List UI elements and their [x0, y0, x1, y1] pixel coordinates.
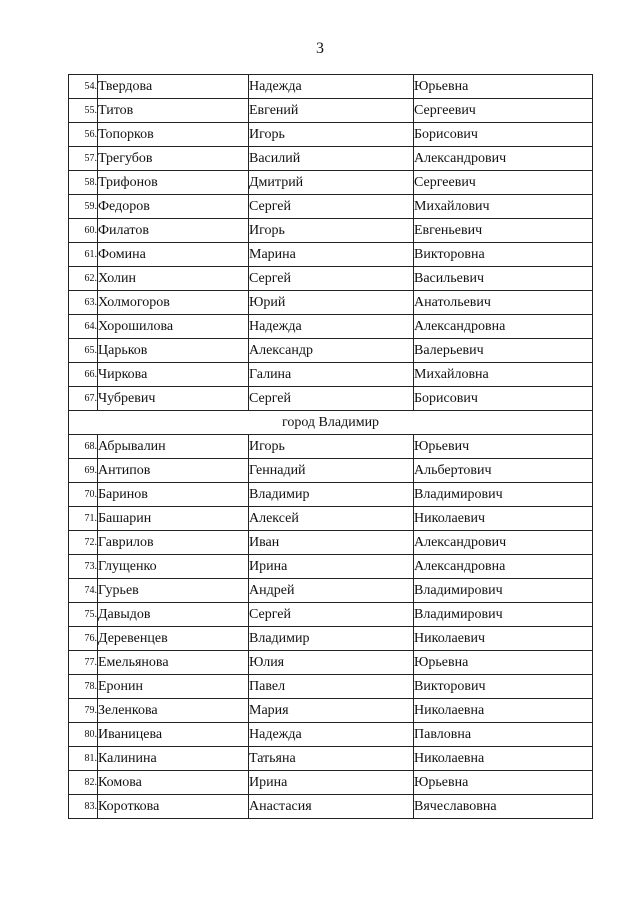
- first-name-cell: Евгений: [249, 99, 414, 123]
- table-row: [69, 579, 593, 603]
- table-row: [69, 195, 593, 219]
- row-number: 54.: [69, 75, 98, 99]
- row-number: 68.: [69, 435, 98, 459]
- row-number: 64.: [69, 315, 98, 339]
- patronymic-cell: Владимирович: [414, 603, 593, 627]
- last-name-cell: Башарин: [98, 507, 249, 531]
- patronymic-cell: Александровна: [414, 555, 593, 579]
- patronymic-cell: Юрьевна: [414, 771, 593, 795]
- patronymic-cell: Викторовна: [414, 243, 593, 267]
- first-name-cell: Сергей: [249, 603, 414, 627]
- last-name-cell: Чубревич: [98, 387, 249, 411]
- table-row: [69, 243, 593, 267]
- first-name-cell: Дмитрий: [249, 171, 414, 195]
- last-name-cell: Трегубов: [98, 147, 249, 171]
- first-name-cell: Ирина: [249, 771, 414, 795]
- last-name-cell: Топорков: [98, 123, 249, 147]
- patronymic-cell: Викторович: [414, 675, 593, 699]
- table-row: [69, 651, 593, 675]
- row-number: 62.: [69, 267, 98, 291]
- row-number: 77.: [69, 651, 98, 675]
- row-number: 57.: [69, 147, 98, 171]
- table-row: [69, 147, 593, 171]
- first-name-cell: Надежда: [249, 75, 414, 99]
- last-name-cell: Глущенко: [98, 555, 249, 579]
- row-number: 70.: [69, 483, 98, 507]
- last-name-cell: Баринов: [98, 483, 249, 507]
- row-number: 63.: [69, 291, 98, 315]
- last-name-cell: Еронин: [98, 675, 249, 699]
- patronymic-cell: Юрьевна: [414, 75, 593, 99]
- table-section-b: [69, 435, 593, 819]
- row-number: 83.: [69, 795, 98, 819]
- row-number: 72.: [69, 531, 98, 555]
- first-name-cell: Юлия: [249, 651, 414, 675]
- row-number: 65.: [69, 339, 98, 363]
- names-table: [68, 74, 593, 819]
- patronymic-cell: Владимирович: [414, 579, 593, 603]
- patronymic-cell: Михайлович: [414, 195, 593, 219]
- patronymic-cell: Николаевич: [414, 627, 593, 651]
- first-name-cell: Владимир: [249, 627, 414, 651]
- patronymic-cell: Вячеславовна: [414, 795, 593, 819]
- table-row: [69, 795, 593, 819]
- last-name-cell: Холин: [98, 267, 249, 291]
- row-number: 56.: [69, 123, 98, 147]
- table-row: [69, 315, 593, 339]
- table-row: [69, 363, 593, 387]
- first-name-cell: Ирина: [249, 555, 414, 579]
- last-name-cell: Фомина: [98, 243, 249, 267]
- first-name-cell: Василий: [249, 147, 414, 171]
- first-name-cell: Владимир: [249, 483, 414, 507]
- row-number: 66.: [69, 363, 98, 387]
- table-row: [69, 339, 593, 363]
- patronymic-cell: Александрович: [414, 531, 593, 555]
- first-name-cell: Татьяна: [249, 747, 414, 771]
- patronymic-cell: Анатольевич: [414, 291, 593, 315]
- patronymic-cell: Альбертович: [414, 459, 593, 483]
- table-row: [69, 291, 593, 315]
- row-number: 67.: [69, 387, 98, 411]
- table-row: [69, 507, 593, 531]
- first-name-cell: Сергей: [249, 267, 414, 291]
- patronymic-cell: Сергеевич: [414, 99, 593, 123]
- patronymic-cell: Павловна: [414, 723, 593, 747]
- row-number: 79.: [69, 699, 98, 723]
- last-name-cell: Титов: [98, 99, 249, 123]
- first-name-cell: Сергей: [249, 387, 414, 411]
- table-section-header: [69, 411, 593, 435]
- row-number: 59.: [69, 195, 98, 219]
- last-name-cell: Федоров: [98, 195, 249, 219]
- patronymic-cell: Николаевна: [414, 699, 593, 723]
- patronymic-cell: Николаевич: [414, 507, 593, 531]
- patronymic-cell: Михайловна: [414, 363, 593, 387]
- row-number: 60.: [69, 219, 98, 243]
- last-name-cell: Емельянова: [98, 651, 249, 675]
- patronymic-cell: Евгеньевич: [414, 219, 593, 243]
- table-row: [69, 483, 593, 507]
- last-name-cell: Гаврилов: [98, 531, 249, 555]
- first-name-cell: Игорь: [249, 219, 414, 243]
- table-row: [69, 627, 593, 651]
- first-name-cell: Александр: [249, 339, 414, 363]
- row-number: 82.: [69, 771, 98, 795]
- row-number: 80.: [69, 723, 98, 747]
- last-name-cell: Абрывалин: [98, 435, 249, 459]
- row-number: 71.: [69, 507, 98, 531]
- last-name-cell: Иваницева: [98, 723, 249, 747]
- first-name-cell: Галина: [249, 363, 414, 387]
- first-name-cell: Андрей: [249, 579, 414, 603]
- last-name-cell: Царьков: [98, 339, 249, 363]
- patronymic-cell: Борисович: [414, 387, 593, 411]
- table-row: [69, 771, 593, 795]
- table-row: [69, 603, 593, 627]
- patronymic-cell: Борисович: [414, 123, 593, 147]
- table-row: [69, 747, 593, 771]
- table-row: [69, 555, 593, 579]
- row-number: 55.: [69, 99, 98, 123]
- last-name-cell: Чиркова: [98, 363, 249, 387]
- first-name-cell: Игорь: [249, 435, 414, 459]
- last-name-cell: Гурьев: [98, 579, 249, 603]
- row-number: 76.: [69, 627, 98, 651]
- last-name-cell: Трифонов: [98, 171, 249, 195]
- patronymic-cell: Васильевич: [414, 267, 593, 291]
- row-number: 75.: [69, 603, 98, 627]
- first-name-cell: Иван: [249, 531, 414, 555]
- first-name-cell: Павел: [249, 675, 414, 699]
- last-name-cell: Комова: [98, 771, 249, 795]
- section-title: город Владимир: [69, 411, 593, 435]
- last-name-cell: Деревенцев: [98, 627, 249, 651]
- table-row: [69, 171, 593, 195]
- last-name-cell: Филатов: [98, 219, 249, 243]
- patronymic-cell: Владимирович: [414, 483, 593, 507]
- table-row: [69, 675, 593, 699]
- table-row: [69, 387, 593, 411]
- row-number: 81.: [69, 747, 98, 771]
- first-name-cell: Алексей: [249, 507, 414, 531]
- section-row: [69, 411, 593, 435]
- table-row: [69, 99, 593, 123]
- row-number: 73.: [69, 555, 98, 579]
- last-name-cell: Холмогоров: [98, 291, 249, 315]
- last-name-cell: Антипов: [98, 459, 249, 483]
- patronymic-cell: Александровна: [414, 315, 593, 339]
- last-name-cell: Твердова: [98, 75, 249, 99]
- row-number: 78.: [69, 675, 98, 699]
- first-name-cell: Геннадий: [249, 459, 414, 483]
- row-number: 74.: [69, 579, 98, 603]
- first-name-cell: Сергей: [249, 195, 414, 219]
- patronymic-cell: Юрьевна: [414, 651, 593, 675]
- last-name-cell: Калинина: [98, 747, 249, 771]
- row-number: 61.: [69, 243, 98, 267]
- row-number: 69.: [69, 459, 98, 483]
- table-row: [69, 459, 593, 483]
- page-number: 3: [316, 40, 324, 57]
- first-name-cell: Марина: [249, 243, 414, 267]
- last-name-cell: Хорошилова: [98, 315, 249, 339]
- table-row: [69, 267, 593, 291]
- last-name-cell: Давыдов: [98, 603, 249, 627]
- last-name-cell: Короткова: [98, 795, 249, 819]
- table-row: [69, 219, 593, 243]
- patronymic-cell: Николаевна: [414, 747, 593, 771]
- patronymic-cell: Александрович: [414, 147, 593, 171]
- table-row: [69, 75, 593, 99]
- first-name-cell: Надежда: [249, 723, 414, 747]
- first-name-cell: Юрий: [249, 291, 414, 315]
- first-name-cell: Игорь: [249, 123, 414, 147]
- first-name-cell: Мария: [249, 699, 414, 723]
- table-section-a: [69, 75, 593, 411]
- last-name-cell: Зеленкова: [98, 699, 249, 723]
- patronymic-cell: Сергеевич: [414, 171, 593, 195]
- first-name-cell: Анастасия: [249, 795, 414, 819]
- table-row: [69, 531, 593, 555]
- row-number: 58.: [69, 171, 98, 195]
- first-name-cell: Надежда: [249, 315, 414, 339]
- table-row: [69, 723, 593, 747]
- patronymic-cell: Валерьевич: [414, 339, 593, 363]
- table-row: [69, 699, 593, 723]
- table-row: [69, 123, 593, 147]
- table-row: [69, 435, 593, 459]
- patronymic-cell: Юрьевич: [414, 435, 593, 459]
